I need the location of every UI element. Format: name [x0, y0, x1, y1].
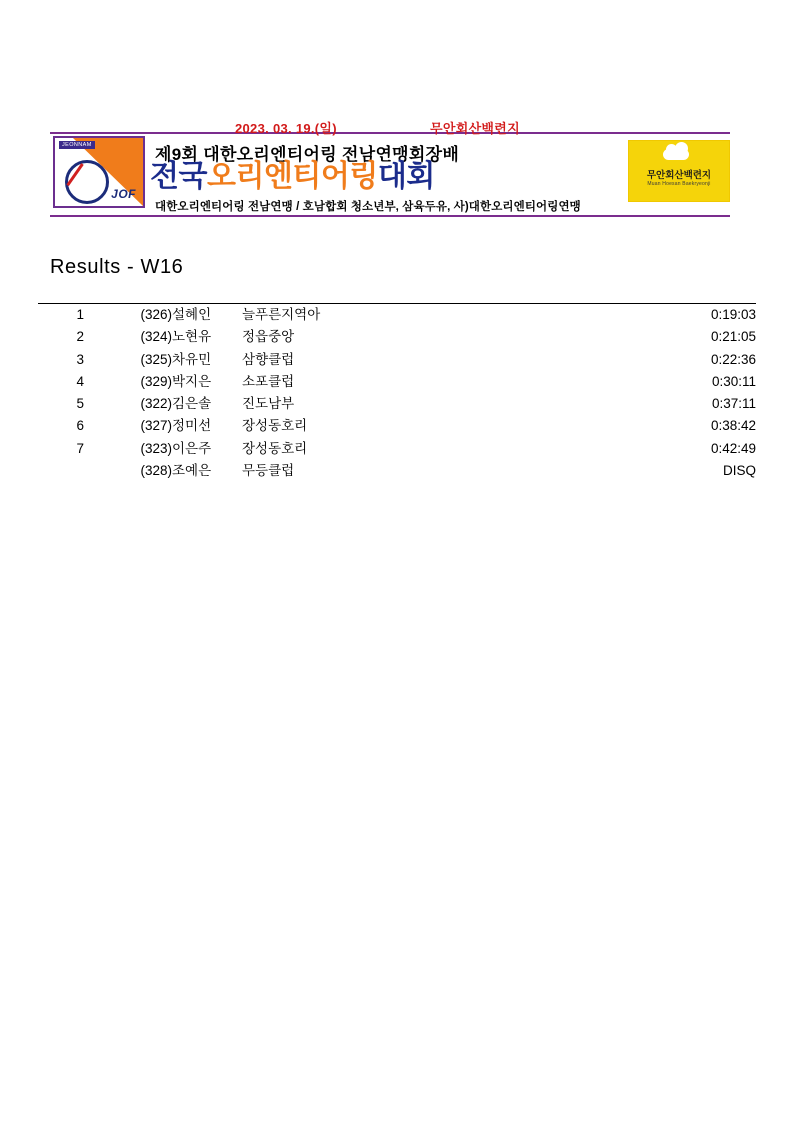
cell-name: 노현유 [172, 329, 212, 345]
table-row [38, 438, 756, 460]
cell-club: 진도남부 [242, 396, 295, 412]
cell-name: 김은솔 [172, 396, 212, 412]
event-header-banner [50, 118, 730, 226]
cell-time: 0:22:36 [710, 351, 756, 367]
cell-bib: (324) [140, 329, 172, 345]
cell-time: 0:38:42 [710, 418, 756, 434]
cell-rank: 6 [76, 418, 84, 434]
cell-club: 장성동호리 [242, 418, 308, 434]
table-row [38, 349, 756, 371]
cell-club: 늘푸른지역아 [242, 307, 321, 322]
table-row [38, 460, 756, 482]
lotus-cloud-icon [663, 149, 689, 160]
header-rule-top [50, 132, 730, 134]
logo-jof-text: JOF [111, 187, 136, 201]
cell-time: 0:30:11 [711, 373, 756, 389]
page-title: Results - W16 [50, 256, 184, 278]
cell-bib: (329) [140, 373, 172, 389]
cell-rank: 4 [76, 373, 84, 389]
cell-time: 0:42:49 [710, 440, 756, 456]
table-row [38, 326, 756, 348]
event-title-part1: 전국 [150, 160, 207, 193]
cell-name: 이은주 [172, 440, 212, 456]
cell-time: 0:21:05 [710, 329, 756, 345]
event-title-part3: 대회 [377, 160, 435, 193]
cell-time: 0:37:11 [711, 396, 756, 412]
cell-rank [38, 460, 84, 482]
cell-name: 조예은 [172, 462, 212, 478]
cell-time: DISQ [722, 462, 756, 478]
cell-club: 삼향클럽 [242, 351, 295, 367]
cell-name: 설혜인 [172, 307, 212, 322]
table-row [38, 393, 756, 415]
event-organizers: 대한오리엔티어링 전남연맹 / 호남합회 청소년부, 삼육두유, 사)대한오리엔티어링연맹 [155, 201, 581, 213]
results-table [38, 304, 756, 482]
results-table-wrapper [38, 303, 756, 482]
cell-rank: 7 [76, 440, 84, 456]
event-date: 2023. 03. 19.(일) [235, 121, 337, 136]
event-subtitle-top: 제9회 대한오리엔티어링 전남연맹회장배 [155, 145, 460, 164]
event-title [150, 162, 435, 192]
cell-name: 박지은 [172, 373, 212, 389]
cell-bib: (322) [140, 396, 172, 412]
cell-rank: 2 [76, 329, 84, 345]
cell-bib: (328) [140, 462, 172, 478]
results-table-body [38, 304, 756, 482]
event-title-part2: 오리엔티어링 [206, 160, 378, 193]
cell-bib: (323) [140, 440, 172, 456]
cell-bib: (327) [140, 418, 172, 434]
sponsor-name: 무안회산백련지 [646, 170, 712, 181]
cell-rank: 3 [76, 351, 84, 367]
cell-club: 장성동호리 [242, 440, 308, 456]
cell-rank: 1 [76, 307, 84, 322]
table-row [38, 304, 756, 326]
header-rule-bottom [50, 215, 730, 217]
sponsor-logo [628, 140, 730, 202]
cell-rank: 5 [76, 396, 84, 412]
cell-club: 소포클럽 [242, 373, 295, 389]
cell-club: 무등클럽 [242, 462, 295, 478]
cell-club: 정읍중앙 [242, 329, 295, 345]
table-row [38, 415, 756, 437]
table-row [38, 371, 756, 393]
logo-jeonnam-badge: JEONNAM [59, 141, 95, 149]
cell-time: 0:19:03 [710, 307, 756, 322]
event-place: 무안회산백련지 [430, 121, 521, 136]
jof-logo [53, 136, 145, 208]
sponsor-subtext: Muan Hoesan Baekryeonji [647, 181, 711, 187]
cell-name: 차유민 [172, 351, 212, 367]
cell-name: 정미선 [172, 418, 212, 434]
cell-bib: (325) [140, 351, 172, 367]
cell-bib: (326) [140, 307, 172, 322]
